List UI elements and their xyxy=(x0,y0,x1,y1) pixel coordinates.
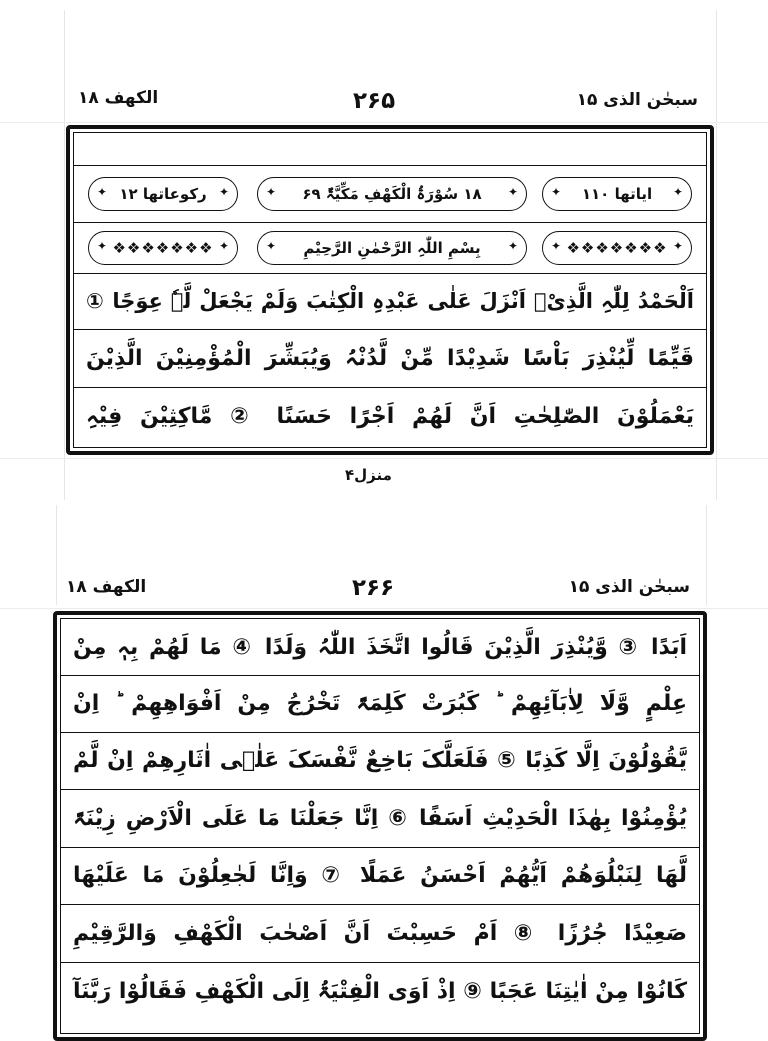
ayah-text: یَّقُوْلُوْنَ اِلَّا کَذِبًا ⑤ فَلَعَلَّکَ بَاخِعٌ نَّفْسَکَ عَلٰۤی اٰثَارِھِمْ اِنْ لَّمْ xyxy=(73,748,687,773)
ayah-text: یُؤْمِنُوْا بِھٰذَا الْحَدِیْثِ اَسَفًا ⑥ اِنَّا جَعَلْنَا مَا عَلَی الْاَرْضِ زِیْنَۃً xyxy=(73,805,687,831)
page-265 xyxy=(0,0,768,505)
ayah-text: عِلْمٍ وَّلَا لِاٰبَآئِھِمْ ؕ کَبُرَتْ کَلِمَۃً تَخْرُجُ مِنْ اَفْوَاھِھِمْ ؕ اِنْ xyxy=(73,691,687,716)
knot-ornament-icon: ✦ ❖❖❖❖❖❖❖ xyxy=(566,238,668,257)
ayah-line xyxy=(61,789,699,848)
ayah-text: صَعِیْدًا جُرُزًا ⑧ اَمْ حَسِبْتَ اَنَّ اَصْحٰبَ الْکَھْفِ وَالرَّقِیْمِ xyxy=(73,920,687,946)
ayah-line xyxy=(61,619,699,676)
knot-ornament-icon: ✦ ❖❖❖❖❖❖❖ xyxy=(112,238,214,257)
ayah-text: قَیِّمًا لِّیُنْذِرَ بَاْسًا شَدِیْدًا مِّنْ لَّدُنْہُ وَیُبَشِّرَ الْمُؤْمِنِیْنَ الَّذِیْنَ xyxy=(86,345,694,371)
surah-header: الکھف ۱۸ xyxy=(66,577,147,597)
bismillah-row xyxy=(74,222,706,274)
ayah-line xyxy=(61,675,699,733)
bismillah-cartouche xyxy=(257,231,527,265)
blank-row xyxy=(74,133,706,166)
page-inner-frame xyxy=(73,132,707,448)
ayah-text: لَّھَا لِنَبْلُوَھُمْ اَیُّھُمْ اَحْسَنُ عَمَلًا ⑦ وَاِنَّا لَجٰعِلُوْنَ مَا عَلَیْھَا xyxy=(73,863,687,888)
surah-title: ✦ ۱۸ سُوْرَۃُ الْکَھْفِ مَکِّیَّۃٌ ۶۹ xyxy=(302,184,482,203)
surah-banner-row xyxy=(74,165,706,223)
ruku-count: ✦ رکوعاتھا ۱۲ xyxy=(119,184,207,203)
surah-header: الکھف ۱۸ xyxy=(78,88,159,108)
page-inner-frame xyxy=(60,618,700,1034)
ayah-text: اَبَدًا ③ وَّیُنْذِرَ الَّذِیْنَ قَالُوا اتَّخَذَ اللّٰہُ وَلَدًا ④ مَا لَھُمْ بِہٖ مِنْ xyxy=(73,634,687,660)
ayah-line xyxy=(61,904,699,963)
page-266 xyxy=(0,505,768,1024)
ayah-text: یَعْمَلُوْنَ الصّٰلِحٰتِ اَنَّ لَھُمْ اَجْرًا حَسَنًا ② مَّاکِثِیْنَ فِیْہِ xyxy=(86,403,694,429)
ruku-count-cartouche xyxy=(88,177,238,211)
page-frame xyxy=(66,125,714,455)
juz-header: سبحٰن الذی ۱۵ xyxy=(576,90,698,110)
ayah-text: اَلْحَمْدُ لِلّٰہِ الَّذِیْۤ اَنْزَلَ عَلٰی عَبْدِہِ الْکِتٰبَ وَلَمْ یَجْعَلْ لَّہٗ عِوَجًا ① xyxy=(86,289,694,313)
page-number: ۲۶۶ xyxy=(352,575,395,601)
ornament-right-cartouche xyxy=(542,231,692,265)
ayat-count-cartouche xyxy=(542,177,692,211)
ornament-left-cartouche xyxy=(88,231,238,265)
ayah-line xyxy=(61,962,699,1020)
page-frame xyxy=(53,611,707,1041)
surah-title-cartouche xyxy=(257,177,527,211)
ayat-count: ✦ ایاتھا ۱۱۰ xyxy=(581,184,653,203)
ayah-line xyxy=(74,387,706,445)
ayah-line xyxy=(74,273,706,330)
page-number: ۲۶۵ xyxy=(353,88,396,114)
bismillah-text: ✦ بِسْمِ اللّٰہِ الرَّحْمٰنِ الرَّحِیْمِ xyxy=(303,238,481,257)
ayah-line xyxy=(61,732,699,790)
ayah-line xyxy=(74,329,706,388)
juz-header: سبحٰن الذی ۱۵ xyxy=(568,577,690,597)
ayah-line xyxy=(61,847,699,905)
manzil-marker: منزل۴ xyxy=(345,466,392,484)
ayah-text: کَانُوْا مِنْ اٰیٰتِنَا عَجَبًا ⑨ اِذْ اَوَی الْفِتْیَۃُ اِلَی الْکَھْفِ فَقَالُوْا رَبَّنَآ xyxy=(73,978,687,1004)
